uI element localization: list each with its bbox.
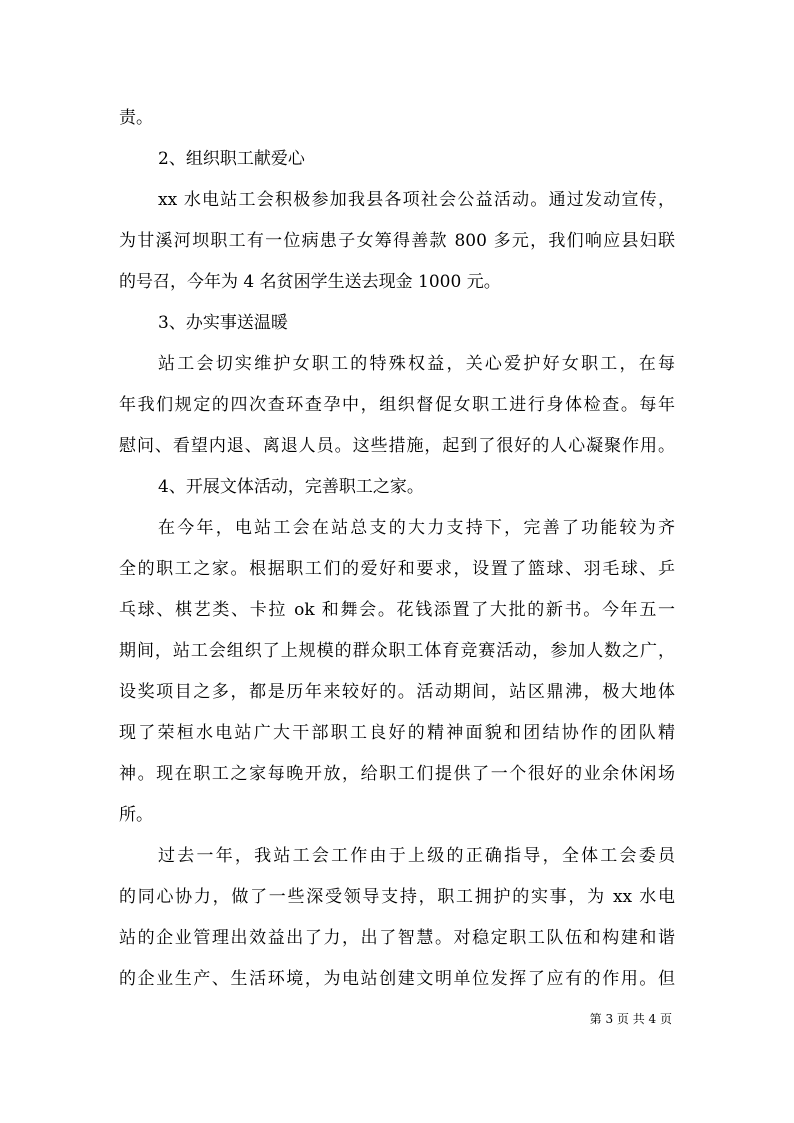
paragraph-line: 过去一年，我站工会工作由于上级的正确指导，全体工会委员: [158, 846, 675, 866]
paragraph-line: xx 水电站工会积极参加我县各项社会公益活动。通过发动宣传，: [158, 190, 675, 210]
paragraph-line: 神。现在职工之家每晚开放，给职工们提供了一个很好的业余休闲场: [119, 764, 675, 784]
paragraph-line: 的企业生产、生活环境，为电站创建文明单位发挥了应有的作用。但: [119, 969, 675, 989]
paragraph-line: 乓球、棋艺类、卡拉 ok 和舞会。花钱添置了大批的新书。今年五一: [119, 600, 675, 620]
paragraph-line: 站的企业管理出效益出了力，出了智慧。对稳定职工队伍和构建和谐: [119, 928, 675, 948]
paragraph-line: 站工会切实维护女职工的特殊权益，关心爱护好女职工，在每: [158, 354, 675, 374]
paragraph-line: 年我们规定的四次查环查孕中，组织督促女职工进行身体检查。每年: [119, 395, 675, 415]
paragraph-line: 期间，站工会组织了上规模的群众职工体育竞赛活动，参加人数之广，: [119, 641, 675, 661]
paragraph-line: 所。: [119, 805, 153, 825]
section-heading: 2、组织职工献爱心: [158, 149, 305, 169]
page-number-footer: 第 3 页 共 4 页: [589, 1012, 672, 1026]
paragraph-line: 全的职工之家。根据职工们的爱好和要求，设置了篮球、羽毛球、乒: [119, 559, 675, 579]
paragraph-line: 慰问、看望内退、离退人员。这些措施，起到了很好的人心凝聚作用。: [119, 436, 675, 456]
section-heading: 4、开展文体活动，完善职工之家。: [158, 477, 424, 497]
paragraph-line: 的号召，今年为 4 名贫困学生送去现金 1000 元。: [119, 272, 501, 292]
paragraph-line: 的同心协力，做了一些深受领导支持，职工拥护的实事，为 xx 水电: [119, 887, 675, 907]
paragraph-line: 在今年，电站工会在站总支的大力支持下，完善了功能较为齐: [158, 518, 675, 538]
paragraph-line: 现了荣桓水电站广大干部职工良好的精神面貌和团结协作的团队精: [119, 723, 675, 743]
paragraph-line: 设奖项目之多，都是历年来较好的。活动期间，站区鼎沸，极大地体: [119, 682, 675, 702]
paragraph-line: 为甘溪河坝职工有一位病患子女筹得善款 800 多元，我们响应县妇联: [119, 231, 675, 251]
section-heading: 3、办实事送温暖: [158, 313, 288, 333]
paragraph-line: 责。: [119, 108, 153, 128]
